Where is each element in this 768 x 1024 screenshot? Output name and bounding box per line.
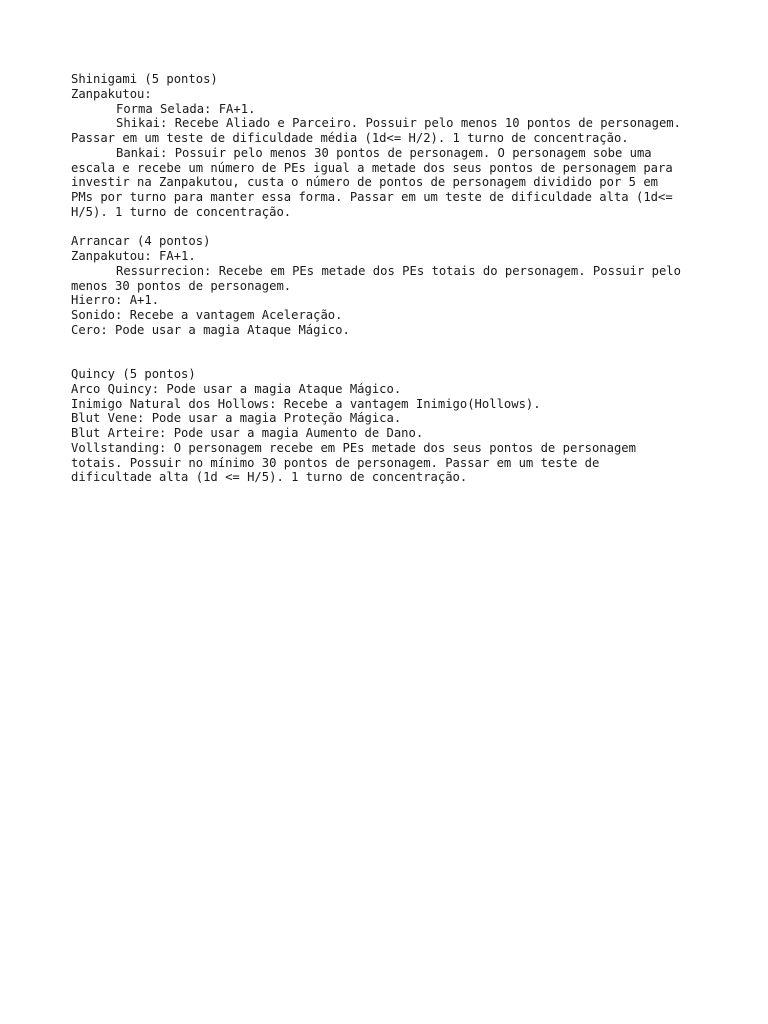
document-page xyxy=(71,72,731,485)
bankai-line: Bankai: Possuir pelo menos 30 pontos de personagem. O personagem sobe uma xyxy=(116,145,652,160)
ressurrecion-line-cont: menos 30 pontos de personagem. xyxy=(71,278,292,293)
arco-quincy-line: Arco Quincy: Pode usar a magia Ataque Mágico. xyxy=(71,381,402,396)
blank-line xyxy=(71,338,731,353)
blank-line xyxy=(71,220,731,235)
blut-vene-line: Blut Vene: Pode usar a magia Proteção Mágica. xyxy=(71,411,402,426)
hierro-line: Hierro: A+1. xyxy=(71,293,160,308)
section-heading: Arrancar (4 pontos) xyxy=(71,234,211,249)
zanpakutou-label: Zanpakutou: xyxy=(71,86,152,101)
sonido-line: Sonido: Recebe a vantagem Aceleração. xyxy=(71,308,343,322)
section-shinigami xyxy=(71,72,731,220)
vollstanding-line-cont: dificultade alta (1d <= H/5). 1 turno de concentração. xyxy=(71,470,468,485)
bankai-line-cont: escala e recebe um número de PEs igual a metade dos seus pontos de personagem para xyxy=(71,160,673,175)
forma-selada-line: Forma Selada: FA+1. xyxy=(116,101,256,116)
zanpakutou-line: Zanpakutou: FA+1. xyxy=(71,249,196,263)
vollstanding-line-cont: totais. Possuir no mínimo 30 pontos de personagem. Passar em um teste de xyxy=(71,455,600,470)
bankai-line-cont: H/5). 1 turno de concentração. xyxy=(71,204,292,219)
blut-arteire-line: Blut Arteire: Pode usar a magia Aumento de Dano. xyxy=(71,426,424,440)
section-heading: Shinigami (5 pontos) xyxy=(71,72,218,86)
bankai-line-cont: PMs por turno para manter essa forma. Passar em um teste de dificuldade alta (1d<= xyxy=(71,190,673,204)
section-arrancar xyxy=(71,234,731,337)
shikai-line-cont: Passar em um teste de dificuldade média (1d<= H/2). 1 turno de concentração. xyxy=(71,131,629,145)
bankai-line-cont: investir na Zanpakutou, custa o número de pontos de personagem dividido por 5 em xyxy=(71,175,658,190)
blank-line xyxy=(71,352,731,367)
section-heading: Quincy (5 pontos) xyxy=(71,367,196,381)
section-quincy xyxy=(71,367,731,485)
ressurrecion-line: Ressurrecion: Recebe em PEs metade dos PEs totais do personagem. Possuir pelo xyxy=(116,263,681,278)
cero-line: Cero: Pode usar a magia Ataque Mágico. xyxy=(71,322,350,337)
vollstanding-line: Vollstanding: O personagem recebe em PEs metade dos seus pontos de personagem xyxy=(71,440,636,455)
inimigo-natural-line: Inimigo Natural dos Hollows: Recebe a vantagem Inimigo(Hollows). xyxy=(71,396,541,411)
shikai-line: Shikai: Recebe Aliado e Parceiro. Possuir pelo menos 10 pontos de personagem. xyxy=(116,116,681,131)
